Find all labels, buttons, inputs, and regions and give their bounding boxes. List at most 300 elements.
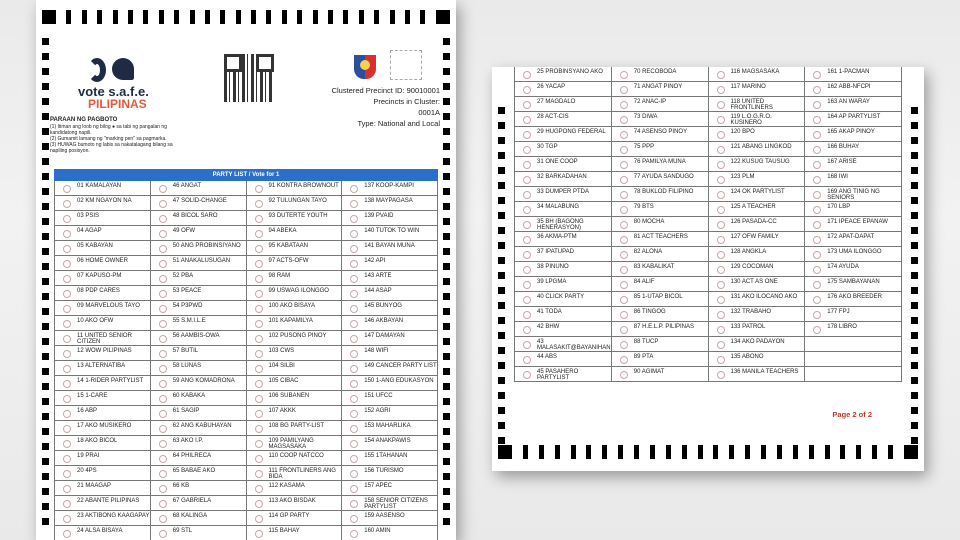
party-option[interactable] [612,112,709,127]
vote-oval-icon[interactable] [813,101,821,109]
party-option[interactable] [709,247,806,262]
vote-oval-icon[interactable] [717,176,725,184]
party-option[interactable] [709,337,806,352]
vote-oval-icon[interactable] [63,530,71,538]
vote-oval-icon[interactable] [523,101,531,109]
party-option[interactable] [709,217,806,232]
party-option[interactable] [55,256,151,271]
party-option[interactable] [612,337,709,352]
party-option[interactable] [151,421,247,436]
vote-oval-icon[interactable] [620,176,628,184]
vote-oval-icon[interactable] [813,221,821,229]
party-option[interactable] [151,181,247,196]
party-option[interactable] [709,172,806,187]
party-option[interactable] [805,97,902,112]
party-option[interactable] [342,406,438,421]
vote-oval-icon[interactable] [255,350,263,358]
vote-oval-icon[interactable] [255,515,263,523]
vote-oval-icon[interactable] [813,266,821,274]
vote-oval-icon[interactable] [350,290,358,298]
vote-oval-icon[interactable] [620,86,628,94]
vote-oval-icon[interactable] [813,86,821,94]
vote-oval-icon[interactable] [620,326,628,334]
party-option[interactable] [515,157,612,172]
party-option[interactable] [342,181,438,196]
party-option[interactable] [151,451,247,466]
party-option[interactable] [151,196,247,211]
party-option[interactable] [612,232,709,247]
party-option[interactable] [342,241,438,256]
vote-oval-icon[interactable] [350,335,358,343]
vote-oval-icon[interactable] [717,101,725,109]
party-option[interactable] [612,127,709,142]
vote-oval-icon[interactable] [159,485,167,493]
vote-oval-icon[interactable] [717,236,725,244]
party-option[interactable] [342,466,438,481]
vote-oval-icon[interactable] [63,485,71,493]
vote-oval-icon[interactable] [255,290,263,298]
vote-oval-icon[interactable] [255,410,263,418]
party-option[interactable] [247,376,343,391]
vote-oval-icon[interactable] [717,86,725,94]
vote-oval-icon[interactable] [717,221,725,229]
party-option[interactable] [342,331,438,346]
vote-oval-icon[interactable] [159,425,167,433]
party-option[interactable] [709,202,806,217]
vote-oval-icon[interactable] [350,365,358,373]
party-option[interactable] [515,352,612,367]
party-option[interactable] [515,172,612,187]
party-option[interactable] [342,316,438,331]
vote-oval-icon[interactable] [813,191,821,199]
vote-oval-icon[interactable] [63,320,71,328]
party-option[interactable] [515,112,612,127]
vote-oval-icon[interactable] [620,281,628,289]
party-option[interactable] [247,466,343,481]
party-option[interactable] [342,421,438,436]
party-option[interactable] [612,367,709,382]
vote-oval-icon[interactable] [159,470,167,478]
party-option[interactable] [342,196,438,211]
vote-oval-icon[interactable] [63,440,71,448]
party-option[interactable] [515,292,612,307]
vote-oval-icon[interactable] [523,176,531,184]
party-option[interactable] [709,112,806,127]
vote-oval-icon[interactable] [523,206,531,214]
party-option[interactable] [247,421,343,436]
party-option[interactable] [612,67,709,82]
party-option[interactable] [55,511,151,526]
party-option[interactable] [515,322,612,337]
vote-oval-icon[interactable] [63,470,71,478]
party-option[interactable] [342,226,438,241]
vote-oval-icon[interactable] [620,251,628,259]
party-option[interactable] [612,217,709,232]
party-option[interactable] [612,307,709,322]
vote-oval-icon[interactable] [159,350,167,358]
party-option[interactable] [55,436,151,451]
party-option[interactable] [709,82,806,97]
vote-oval-icon[interactable] [63,380,71,388]
vote-oval-icon[interactable] [255,395,263,403]
party-option[interactable] [805,202,902,217]
vote-oval-icon[interactable] [523,281,531,289]
party-option[interactable] [515,142,612,157]
party-option[interactable] [612,82,709,97]
vote-oval-icon[interactable] [63,275,71,283]
party-option[interactable] [247,301,343,316]
vote-oval-icon[interactable] [63,350,71,358]
party-option[interactable] [151,481,247,496]
vote-oval-icon[interactable] [350,230,358,238]
party-option[interactable] [55,421,151,436]
vote-oval-icon[interactable] [159,380,167,388]
vote-oval-icon[interactable] [620,296,628,304]
party-option[interactable] [342,346,438,361]
vote-oval-icon[interactable] [717,326,725,334]
vote-oval-icon[interactable] [159,440,167,448]
party-option[interactable] [709,127,806,142]
vote-oval-icon[interactable] [255,380,263,388]
vote-oval-icon[interactable] [523,221,531,229]
party-option[interactable] [709,352,806,367]
party-option[interactable] [55,406,151,421]
vote-oval-icon[interactable] [523,311,531,319]
party-option[interactable] [515,277,612,292]
party-option[interactable] [709,97,806,112]
vote-oval-icon[interactable] [159,230,167,238]
party-option[interactable] [247,271,343,286]
party-option[interactable] [709,187,806,202]
vote-oval-icon[interactable] [717,161,725,169]
party-option[interactable] [55,466,151,481]
vote-oval-icon[interactable] [159,260,167,268]
party-option[interactable] [612,97,709,112]
vote-oval-icon[interactable] [350,185,358,193]
vote-oval-icon[interactable] [523,161,531,169]
vote-oval-icon[interactable] [350,500,358,508]
party-option[interactable] [247,346,343,361]
party-option[interactable] [805,232,902,247]
vote-oval-icon[interactable] [523,251,531,259]
vote-oval-icon[interactable] [159,320,167,328]
vote-oval-icon[interactable] [620,146,628,154]
vote-oval-icon[interactable] [620,71,628,79]
vote-oval-icon[interactable] [350,530,358,538]
vote-oval-icon[interactable] [523,236,531,244]
party-option[interactable] [805,187,902,202]
party-option[interactable] [55,331,151,346]
vote-oval-icon[interactable] [159,275,167,283]
party-option[interactable] [247,511,343,526]
vote-oval-icon[interactable] [255,275,263,283]
party-option[interactable] [55,376,151,391]
vote-oval-icon[interactable] [63,455,71,463]
party-option[interactable] [515,307,612,322]
party-option[interactable] [55,271,151,286]
party-option[interactable] [55,451,151,466]
vote-oval-icon[interactable] [620,356,628,364]
vote-oval-icon[interactable] [717,71,725,79]
vote-oval-icon[interactable] [813,116,821,124]
vote-oval-icon[interactable] [620,161,628,169]
vote-oval-icon[interactable] [813,296,821,304]
vote-oval-icon[interactable] [813,176,821,184]
party-option[interactable] [709,232,806,247]
vote-oval-icon[interactable] [159,365,167,373]
vote-oval-icon[interactable] [350,395,358,403]
vote-oval-icon[interactable] [813,161,821,169]
vote-oval-icon[interactable] [63,515,71,523]
vote-oval-icon[interactable] [620,311,628,319]
party-option[interactable] [55,346,151,361]
party-option[interactable] [515,187,612,202]
vote-oval-icon[interactable] [255,185,263,193]
party-option[interactable] [342,511,438,526]
party-option[interactable] [55,361,151,376]
vote-oval-icon[interactable] [717,311,725,319]
party-option[interactable] [612,202,709,217]
party-option[interactable] [342,526,438,540]
vote-oval-icon[interactable] [350,425,358,433]
vote-oval-icon[interactable] [813,146,821,154]
vote-oval-icon[interactable] [717,356,725,364]
party-option[interactable] [55,481,151,496]
vote-oval-icon[interactable] [255,320,263,328]
vote-oval-icon[interactable] [63,305,71,313]
party-option[interactable] [709,322,806,337]
party-option[interactable] [612,292,709,307]
vote-oval-icon[interactable] [159,200,167,208]
party-option[interactable] [151,511,247,526]
party-option[interactable] [342,286,438,301]
party-option[interactable] [342,211,438,226]
vote-oval-icon[interactable] [255,500,263,508]
party-option[interactable] [247,436,343,451]
party-option[interactable] [55,196,151,211]
party-option[interactable] [342,391,438,406]
vote-oval-icon[interactable] [620,371,628,379]
vote-oval-icon[interactable] [350,275,358,283]
party-option[interactable] [805,217,902,232]
vote-oval-icon[interactable] [159,290,167,298]
party-option[interactable] [247,331,343,346]
vote-oval-icon[interactable] [63,290,71,298]
party-option[interactable] [805,157,902,172]
vote-oval-icon[interactable] [523,356,531,364]
vote-oval-icon[interactable] [159,500,167,508]
vote-oval-icon[interactable] [350,485,358,493]
vote-oval-icon[interactable] [63,200,71,208]
party-option[interactable] [247,181,343,196]
party-option[interactable] [55,526,151,540]
vote-oval-icon[interactable] [255,305,263,313]
party-option[interactable] [342,361,438,376]
vote-oval-icon[interactable] [63,215,71,223]
vote-oval-icon[interactable] [523,86,531,94]
party-option[interactable] [515,232,612,247]
party-option[interactable] [805,127,902,142]
vote-oval-icon[interactable] [620,221,628,229]
party-option[interactable] [515,127,612,142]
vote-oval-icon[interactable] [717,146,725,154]
vote-oval-icon[interactable] [159,245,167,253]
vote-oval-icon[interactable] [63,260,71,268]
vote-oval-icon[interactable] [63,335,71,343]
party-option[interactable] [612,247,709,262]
party-option[interactable] [342,256,438,271]
party-option[interactable] [805,112,902,127]
vote-oval-icon[interactable] [523,191,531,199]
party-option[interactable] [709,262,806,277]
party-option[interactable] [151,331,247,346]
party-option[interactable] [612,187,709,202]
vote-oval-icon[interactable] [159,410,167,418]
party-option[interactable] [247,316,343,331]
vote-oval-icon[interactable] [255,440,263,448]
vote-oval-icon[interactable] [255,215,263,223]
party-option[interactable] [151,526,247,540]
party-option[interactable] [247,226,343,241]
party-option[interactable] [342,301,438,316]
party-option[interactable] [151,346,247,361]
vote-oval-icon[interactable] [717,266,725,274]
party-option[interactable] [805,292,902,307]
vote-oval-icon[interactable] [159,395,167,403]
party-option[interactable] [342,436,438,451]
vote-oval-icon[interactable] [717,116,725,124]
party-option[interactable] [342,376,438,391]
party-option[interactable] [151,286,247,301]
vote-oval-icon[interactable] [523,266,531,274]
party-option[interactable] [709,307,806,322]
party-option[interactable] [805,322,902,337]
vote-oval-icon[interactable] [63,425,71,433]
vote-oval-icon[interactable] [255,530,263,538]
party-option[interactable] [55,241,151,256]
vote-oval-icon[interactable] [255,455,263,463]
vote-oval-icon[interactable] [620,131,628,139]
party-option[interactable] [805,247,902,262]
vote-oval-icon[interactable] [159,335,167,343]
vote-oval-icon[interactable] [63,245,71,253]
vote-oval-icon[interactable] [350,515,358,523]
vote-oval-icon[interactable] [620,191,628,199]
vote-oval-icon[interactable] [255,230,263,238]
party-option[interactable] [805,142,902,157]
party-option[interactable] [612,352,709,367]
party-option[interactable] [515,247,612,262]
party-option[interactable] [151,496,247,511]
vote-oval-icon[interactable] [350,245,358,253]
vote-oval-icon[interactable] [350,200,358,208]
vote-oval-icon[interactable] [523,296,531,304]
vote-oval-icon[interactable] [717,251,725,259]
vote-oval-icon[interactable] [813,236,821,244]
vote-oval-icon[interactable] [523,341,531,349]
party-option[interactable] [709,367,806,382]
party-option[interactable] [515,202,612,217]
vote-oval-icon[interactable] [255,425,263,433]
vote-oval-icon[interactable] [620,206,628,214]
party-option[interactable] [515,67,612,82]
party-option[interactable] [805,172,902,187]
vote-oval-icon[interactable] [813,131,821,139]
party-option[interactable] [709,67,806,82]
vote-oval-icon[interactable] [255,200,263,208]
vote-oval-icon[interactable] [717,371,725,379]
vote-oval-icon[interactable] [350,350,358,358]
vote-oval-icon[interactable] [620,101,628,109]
party-option[interactable] [247,496,343,511]
party-option[interactable] [247,196,343,211]
party-option[interactable] [55,496,151,511]
vote-oval-icon[interactable] [813,251,821,259]
party-option[interactable] [151,316,247,331]
party-option[interactable] [247,256,343,271]
vote-oval-icon[interactable] [813,71,821,79]
vote-oval-icon[interactable] [63,365,71,373]
party-option[interactable] [612,262,709,277]
vote-oval-icon[interactable] [717,281,725,289]
vote-oval-icon[interactable] [159,215,167,223]
vote-oval-icon[interactable] [159,455,167,463]
vote-oval-icon[interactable] [717,131,725,139]
party-option[interactable] [247,391,343,406]
vote-oval-icon[interactable] [159,185,167,193]
vote-oval-icon[interactable] [523,131,531,139]
vote-oval-icon[interactable] [63,410,71,418]
party-option[interactable] [55,316,151,331]
vote-oval-icon[interactable] [63,395,71,403]
party-option[interactable] [612,142,709,157]
vote-oval-icon[interactable] [350,470,358,478]
party-option[interactable] [151,226,247,241]
party-option[interactable] [151,376,247,391]
party-option[interactable] [55,211,151,226]
party-option[interactable] [515,337,612,352]
party-option[interactable] [247,241,343,256]
vote-oval-icon[interactable] [159,530,167,538]
vote-oval-icon[interactable] [717,191,725,199]
party-option[interactable] [709,157,806,172]
vote-oval-icon[interactable] [523,146,531,154]
party-option[interactable] [247,406,343,421]
vote-oval-icon[interactable] [63,500,71,508]
party-option[interactable] [151,361,247,376]
vote-oval-icon[interactable] [350,260,358,268]
party-option[interactable] [151,391,247,406]
vote-oval-icon[interactable] [350,410,358,418]
party-option[interactable] [55,286,151,301]
party-option[interactable] [247,211,343,226]
vote-oval-icon[interactable] [717,206,725,214]
party-option[interactable] [247,451,343,466]
vote-oval-icon[interactable] [159,305,167,313]
party-option[interactable] [151,406,247,421]
party-option[interactable] [805,307,902,322]
vote-oval-icon[interactable] [255,365,263,373]
party-option[interactable] [515,217,612,232]
party-option[interactable] [805,277,902,292]
party-option[interactable] [151,301,247,316]
vote-oval-icon[interactable] [255,245,263,253]
vote-oval-icon[interactable] [350,215,358,223]
vote-oval-icon[interactable] [350,380,358,388]
party-option[interactable] [342,451,438,466]
party-option[interactable] [247,481,343,496]
vote-oval-icon[interactable] [813,206,821,214]
